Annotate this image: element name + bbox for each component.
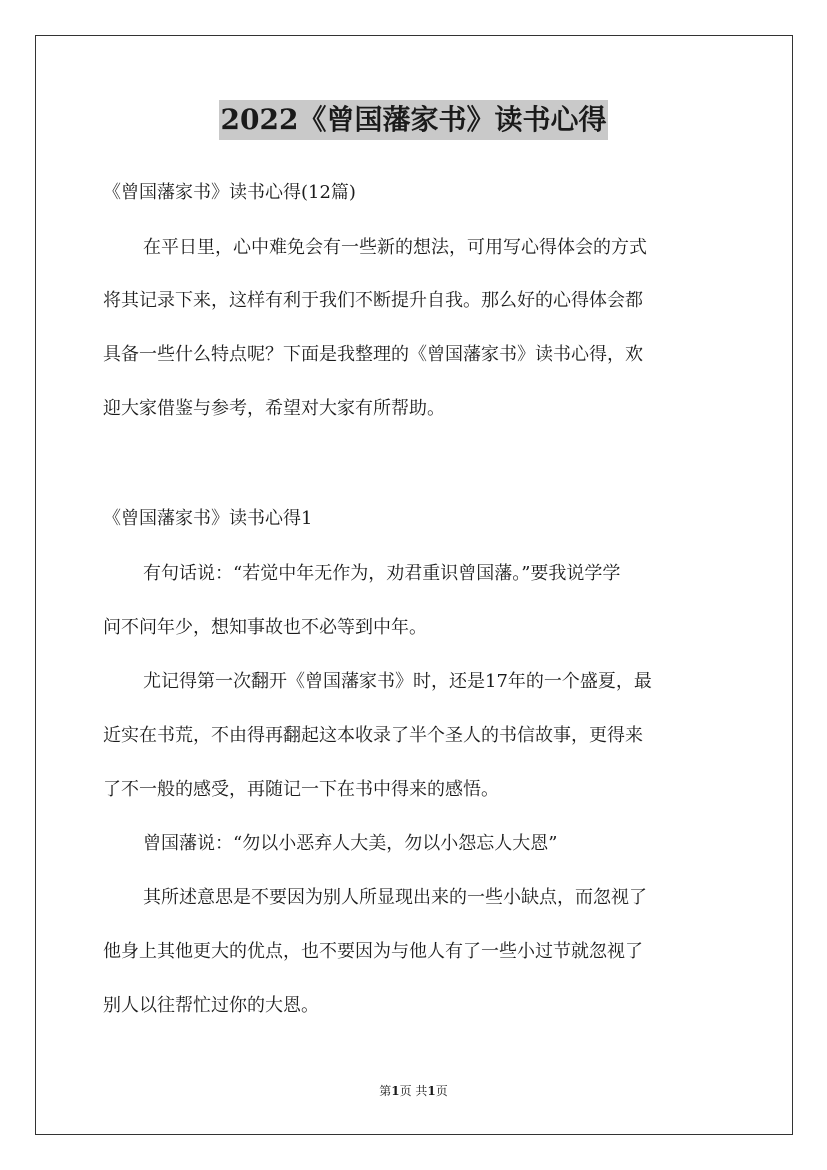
document-title: 2022《曾国藩家书》读书心得 [219, 100, 609, 140]
footer-page-number: 1 [391, 1084, 400, 1098]
intro-line-2: 将其记录下来，这样有利于我们不断提升自我。那么好的心得体会都 [103, 290, 643, 311]
footer-page-mid: 页 共 [399, 1084, 428, 1098]
intro-line-1: 在平日里，心中难免会有一些新的想法，可用写心得体会的方式 [143, 237, 647, 258]
subtitle: 《曾国藩家书》读书心得(12篇) [103, 182, 356, 203]
footer-page-total: 1 [427, 1084, 436, 1098]
footer-page-suffix: 页 [435, 1084, 448, 1098]
body-line-4: 近实在书荒，不由得再翻起这本收录了半个圣人的书信故事，更得来 [103, 725, 643, 746]
body-line-1: 有句话说：“若觉中年无作为，劝君重识曾国藩。”要我说学学 [143, 563, 621, 584]
page-footer [0, 1083, 827, 1099]
section-heading: 《曾国藩家书》读书心得1 [103, 508, 313, 529]
footer-page-prefix: 第 [379, 1084, 392, 1098]
body-line-6: 曾国藩说：“勿以小恶弃人大美，勿以小怨忘人大恩” [143, 833, 558, 854]
body-line-5: 了不一般的感受，再随记一下在书中得来的感悟。 [103, 779, 499, 800]
body-line-8: 他身上其他更大的优点，也不要因为与他人有了一些小过节就忽视了 [103, 941, 643, 962]
intro-line-3: 具备一些什么特点呢？下面是我整理的《曾国藩家书》读书心得，欢 [103, 344, 643, 365]
body-line-3: 尤记得第一次翻开《曾国藩家书》时，还是17年的一个盛夏，最 [143, 671, 652, 692]
body-line-9: 别人以往帮忙过你的大恩。 [103, 995, 319, 1016]
body-line-7: 其所述意思是不要因为别人所显现出来的一些小缺点，而忽视了 [143, 887, 647, 908]
body-line-2: 问不问年少，想知事故也不必等到中年。 [103, 617, 427, 638]
title-container [0, 100, 827, 140]
intro-line-4: 迎大家借鉴与参考，希望对大家有所帮助。 [103, 398, 445, 419]
